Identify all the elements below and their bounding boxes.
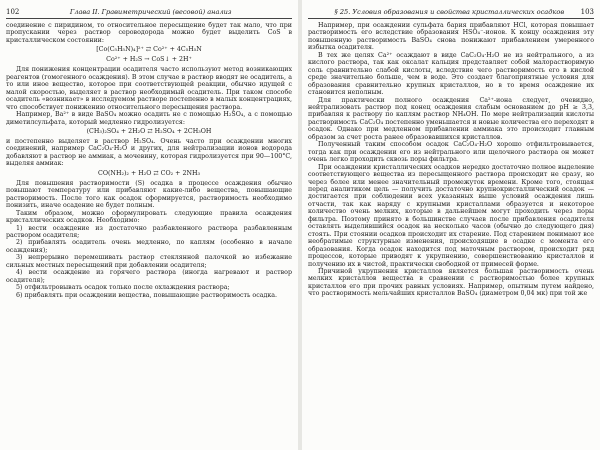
rule-1: 1) вести осаждение из достаточно разбавленного раствора разбавленным раствором осадителя;: [6, 224, 292, 239]
right-running-title: § 25. Условия образования и свойства кристаллических осадков: [334, 8, 565, 16]
right-paragraph-5: При осаждении кристаллических осадков нередко достаточно полное выделение соответствующего вещества из пересыщенного раствора происходит не сразу, но через более или менее значительный промежуток времени. Кроме того, стоящая перед аналитиком цель — получить достаточно крупнокристаллический осадок — достигается при соблюдении всех указанных выше условий осаждения лишь отчасти, так как наряду с крупными кристаллами образуется и некоторое количество очень мелких, которые в дальнейшем могут проходить через поры фильтра. Поэтому принято в большинстве случаев после прибавления осадителя оставлять выделившийся осадок на несколько часов (обычно до следующего дня) стоять. При стоянии осадков происходит их старение. Под старением понимают все необратимые структурные изменения, происходящие в осадке с момента его образования. Когда осадок находится под маточным раствором, происходит ряд процессов, которые приводят к укрупнению, совершенствованию кристаллов и получению их в чистой, практически свободной от примесей форме.: [308, 163, 594, 268]
rule-2: 2) прибавлять осадитель очень медленно, по каплям (особенно в начале осаждения);: [6, 239, 292, 254]
right-paragraph-4: Полученный таким способом осадок CaC₂O₄·H₂O хорошо отфильтровывается, тогда как при осаждении его из нейтрального или щелочного раствора он может очень легко проходить сквозь поры фильтра.: [308, 141, 594, 164]
right-paragraph-6: Причиной укрупнения кристаллов является большая растворимость очень мелких кристаллов вещества в сравнении с растворимостью более крупных кристаллов его при прочих равных условиях. Например, опытным путем найдено, что растворимость мельчайших кристаллов BaSO₄ (диаметром 0,04 мк) при той же: [308, 267, 594, 298]
left-paragraph-1: соединение с пиридином, то относительное пересыщение будет так мало, что при пропускании через раствор сероводорода можно будет выделить CoS в кристаллическом состоянии:: [6, 22, 292, 44]
left-page-number: 102: [6, 8, 20, 16]
right-running-head: [308, 8, 594, 19]
equation-complex-dissociation: [Co(C₅H₅N)₄]²⁺ ⇄ Co²⁺ + 4C₅H₅N: [96, 46, 202, 54]
precipitation-rules-list: [6, 225, 292, 300]
equation-cos-precipitation: Co²⁺ + H₂S → CoS↓ + 2H⁺: [106, 56, 192, 64]
left-running-head: [6, 8, 292, 19]
rule-3: 3) непрерывно перемешивать раствор стеклянной палочкой во избежание сильных местных пересыщений при добавлении осадителя;: [6, 254, 292, 269]
right-paragraph-1: Например, при осаждении сульфата бария прибавляют HCl, которая повышает растворимость его вследствие образования HSO₄⁻-ионов. К концу осаждения эту повышенную растворимость BaSO₄ снова понижают прибавлением умеренного избытка осадителя.: [308, 22, 594, 52]
right-paragraph-2: В тех же целях Ca²⁺ осаждают в виде CaC₂O₄·H₂O не из нейтрального, а из кислого раствора, так как оксалат кальция представляет собой малорастворимую соль сравнительно слабой кислоты, вследствие чего растворимость его в кислой среде значительно больше, чем в воде. Это создает благоприятные условия для образования сравнительно крупных кристаллов, но в то время осаждение их становится неполным.: [308, 51, 594, 97]
left-paragraph-6: Таким образом, можно сформулировать следующие правила осаждения кристаллических осадков. Необходимо:: [6, 209, 292, 225]
left-running-title: Глава II. Гравиметрический (весовой) анализ: [69, 8, 232, 16]
left-paragraph-4: и постепенно выделяет в раствор H₂SO₄. Очень часто при осаждении многих соединений, например CaC₂O₄·H₂O и других, для нейтрализации ионов водорода добавляют в раствор не аммиак, а мочевину, которая гидролизуется при 90—100°C, выделяя аммиак:: [6, 137, 292, 168]
left-paragraph-5: Для повышения растворимости (S) осадка в процессе осаждения обычно повышают температуру или прибавляют какие-либо вещества, повышающие растворимость. После того как осадок сформируется, растворимость необходимо понизить, иначе осадение не будет полным.: [6, 179, 292, 210]
right-paragraph-3: Для практически полного осаждения Ca²⁺-иона следует, очевидно, нейтрализовать раствор под конец осаждения слабым основанием до pH ≥ 3,3, прибавляя к раствору по каплям раствор NH₄OH. По мере нейтрализации кислоты растворимость CaC₂O₄ постепенно уменьшается и новые количества его переходят в осадок. Однако при медленном прибавлении аммиака это происходит главным образом за счет роста ранее образовавшихся кристаллов.: [308, 96, 594, 141]
equation-urea-hydrolysis: CO(NH₂)₂ + H₂O ⇄ CO₂ + 2NH₃: [98, 169, 200, 177]
left-page: [0, 0, 298, 450]
rule-4: 4) вести осаждение из горячего раствора (иногда нагревают и раствор осадителя);: [6, 269, 292, 284]
right-page: [302, 0, 600, 450]
right-page-number: 103: [580, 8, 594, 16]
left-paragraph-3: Например, Ba²⁺ в виде BaSO₄ можно осадить не с помощью H₂SO₄, а с помощью диметилсульфата, который медленно гидролизуется:: [6, 111, 292, 126]
rule-5: 5) отфильтровывать осадок только после охлаждения раствора;: [16, 284, 230, 292]
rule-6: 6) прибавлять при осаждении вещества, повышающие растворимость осадка.: [16, 291, 278, 299]
equation-dimethylsulfate-hydrolysis: (CH₃)₂SO₄ + 2H₂O ⇄ H₂SO₄ + 2CH₃OH: [86, 127, 212, 135]
left-paragraph-2: Для понижения концентрации осадителя часто используют метод возникающих реагентов (гомогенного осаждения). В этом случае в раствор вводят не осадитель, а то или иное вещество, которое при соответствующей реакции, обычно идущей с малой скоростью, выделяет в раствор необходимый осадитель. При таком способе осадитель «возникает» в исследуемом растворе постепенно в малых концентрациях, что способствует понижению относительного пересыщения раствора.: [6, 66, 292, 111]
